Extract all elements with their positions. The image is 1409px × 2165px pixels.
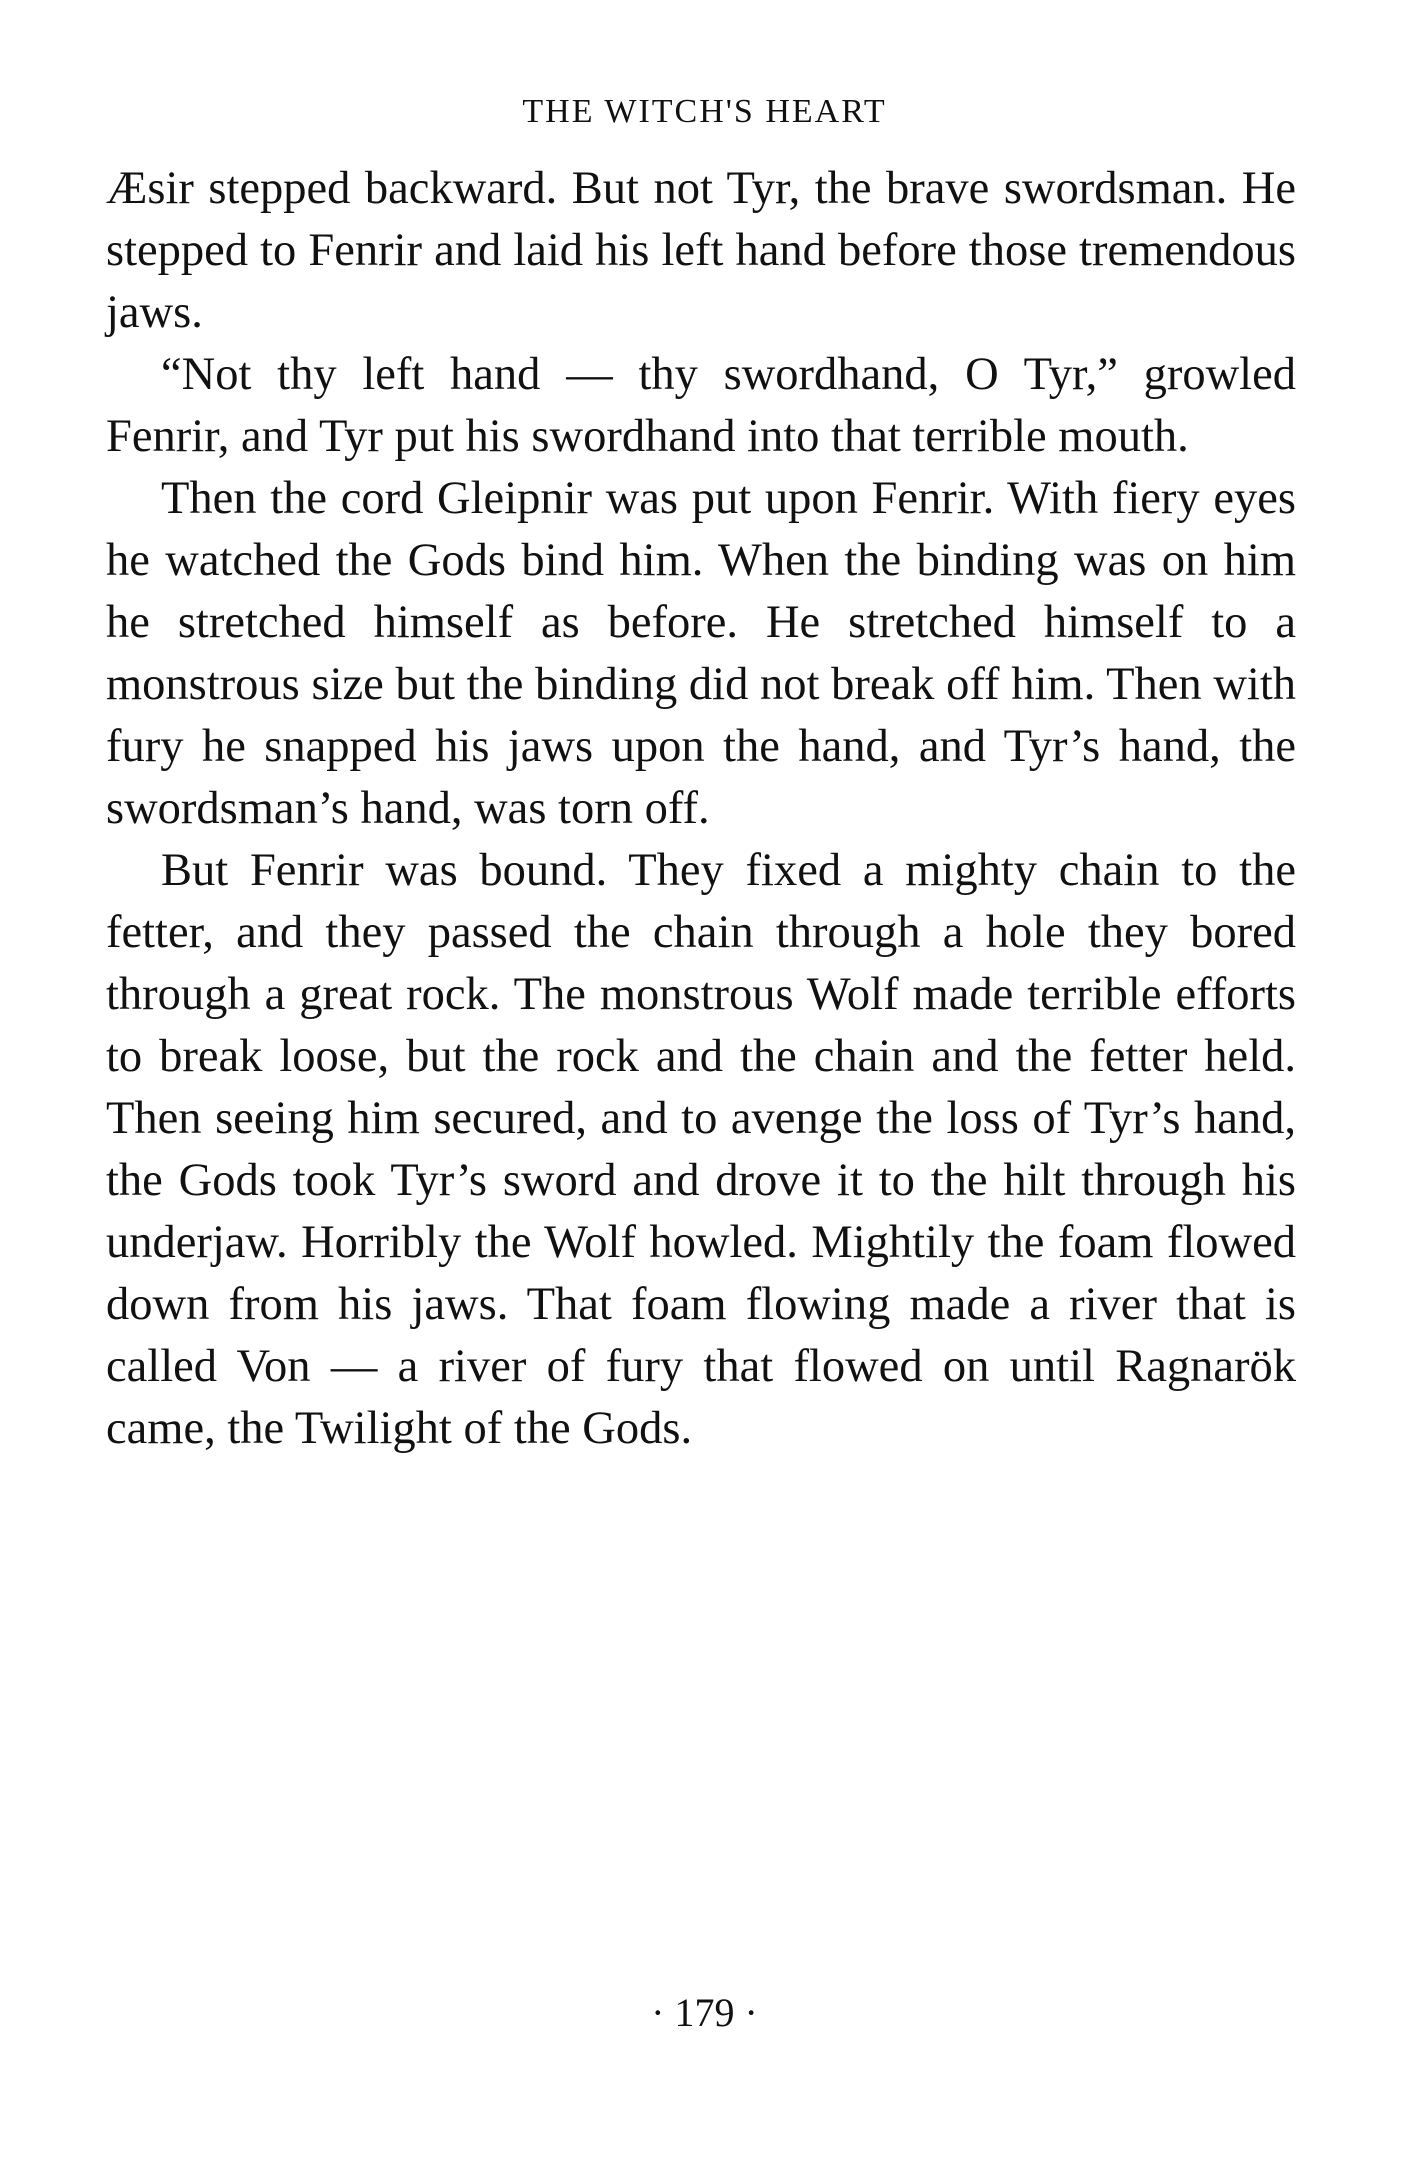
paragraph-2: “Not thy left hand — thy swordhand, O Tyr,” growled Fenrir, and Tyr put his swordhand into that terrible mouth.	[106, 349, 1296, 462]
paragraph-4: But Fenrir was bound. They fixed a mighty chain to the fetter, and they passed the chain through a hole they bored through a great rock. The monstrous Wolf made terrible efforts to break loose, but the rock and the chain and the fetter held. Then seeing him secured, and to avenge the loss of Tyr’s hand, the Gods took Tyr’s sword and drove it to the hilt through his underjaw. Horribly the Wolf howled. Mightily the foam flowed down from his jaws. That foam flowing made a river that is called Von — a river of fury that flowed on until Ragnarök came, the Twilight of the Gods.	[106, 845, 1296, 1454]
body-text	[106, 158, 1296, 1460]
paragraph-3: Then the cord Gleipnir was put upon Fenrir. With fiery eyes he watched the Gods bind him. When the binding was on him he stretched himself as before. He stretched himself to a monstrous size but the binding did not break off him. Then with fury he snapped his jaws upon the hand, and Tyr’s hand, the swordsman’s hand, was torn off.	[106, 473, 1296, 834]
running-head: THE WITCH'S HEART	[522, 93, 887, 130]
paragraph-1: Æsir stepped backward. But not Tyr, the brave swordsman. He stepped to Fenrir and laid his left hand before those tremendous jaws.	[106, 163, 1296, 338]
page-number: · 179 ·	[651, 1990, 758, 2035]
